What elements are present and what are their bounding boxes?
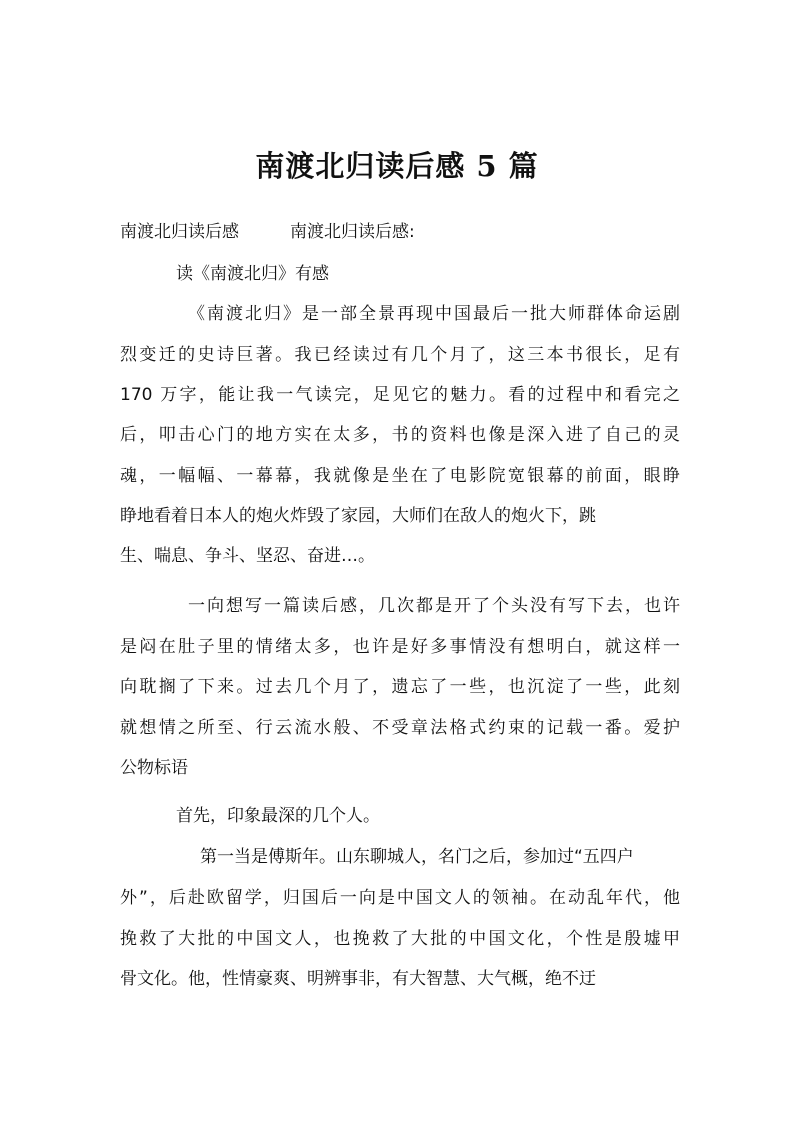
header-right-label: 南渡北归读后感: — [290, 222, 415, 242]
body-text-line: 就想情之所至、行云流水般、不受章法格式约束的记载一番。爱护 — [120, 718, 680, 738]
document-title: 南渡北归读后感 5 篇 — [255, 149, 539, 183]
header-left-label: 南渡北归读后感 — [120, 222, 239, 242]
body-text-line: 一向想写一篇读后感，几次都是开了个头没有写下去，也许 — [188, 596, 680, 616]
body-text-line: 首先，印象最深的几个人。 — [176, 806, 380, 826]
body-text-line: 生、喘息、争斗、坚忍、奋进…。 — [120, 546, 375, 566]
body-text-line: 外”，后赴欧留学，归国后一向是中国文人的领袖。在动乱年代，他 — [120, 888, 680, 908]
body-text-line: 《南渡北归》是一部全景再现中国最后一批大师群体命运剧 — [188, 304, 680, 324]
body-text-line: 公物标语 — [120, 758, 188, 778]
body-text-line: 烈变迁的史诗巨著。我已经读过有几个月了，这三本书很长，足有 — [120, 345, 680, 365]
body-text-line: 魂，一幅幅、一幕幕，我就像是坐在了电影院宽银幕的前面，眼睁 — [120, 466, 680, 486]
section-subtitle: 读《南渡北归》有感 — [176, 264, 329, 284]
body-text-line: 挽救了大批的中国文人，也挽救了大批的中国文化，个性是殷墟甲 — [120, 929, 680, 949]
body-text-line: 是闷在肚子里的情绪太多，也许是好多事情没有想明白，就这样一 — [120, 637, 680, 657]
body-text-line: 后，叩击心门的地方实在太多，书的资料也像是深入进了自己的灵 — [120, 425, 680, 445]
body-text-line: 第一当是傅斯年。山东聊城人，名门之后，参加过“五四户 — [200, 847, 634, 867]
body-text-line: 骨文化。他，性情豪爽、明辨事非，有大智慧、大气概，绝不迂 — [120, 969, 596, 989]
body-text-line: 睁地看着日本人的炮火炸毁了家园，大师们在敌人的炮火下，跳 — [120, 506, 596, 526]
body-text-line: 向耽搁了下来。过去几个月了，遗忘了一些，也沉淀了一些，此刻 — [120, 677, 680, 697]
body-text-line: 170 万字，能让我一气读完，足见它的魅力。看的过程中和看完之 — [120, 385, 680, 405]
